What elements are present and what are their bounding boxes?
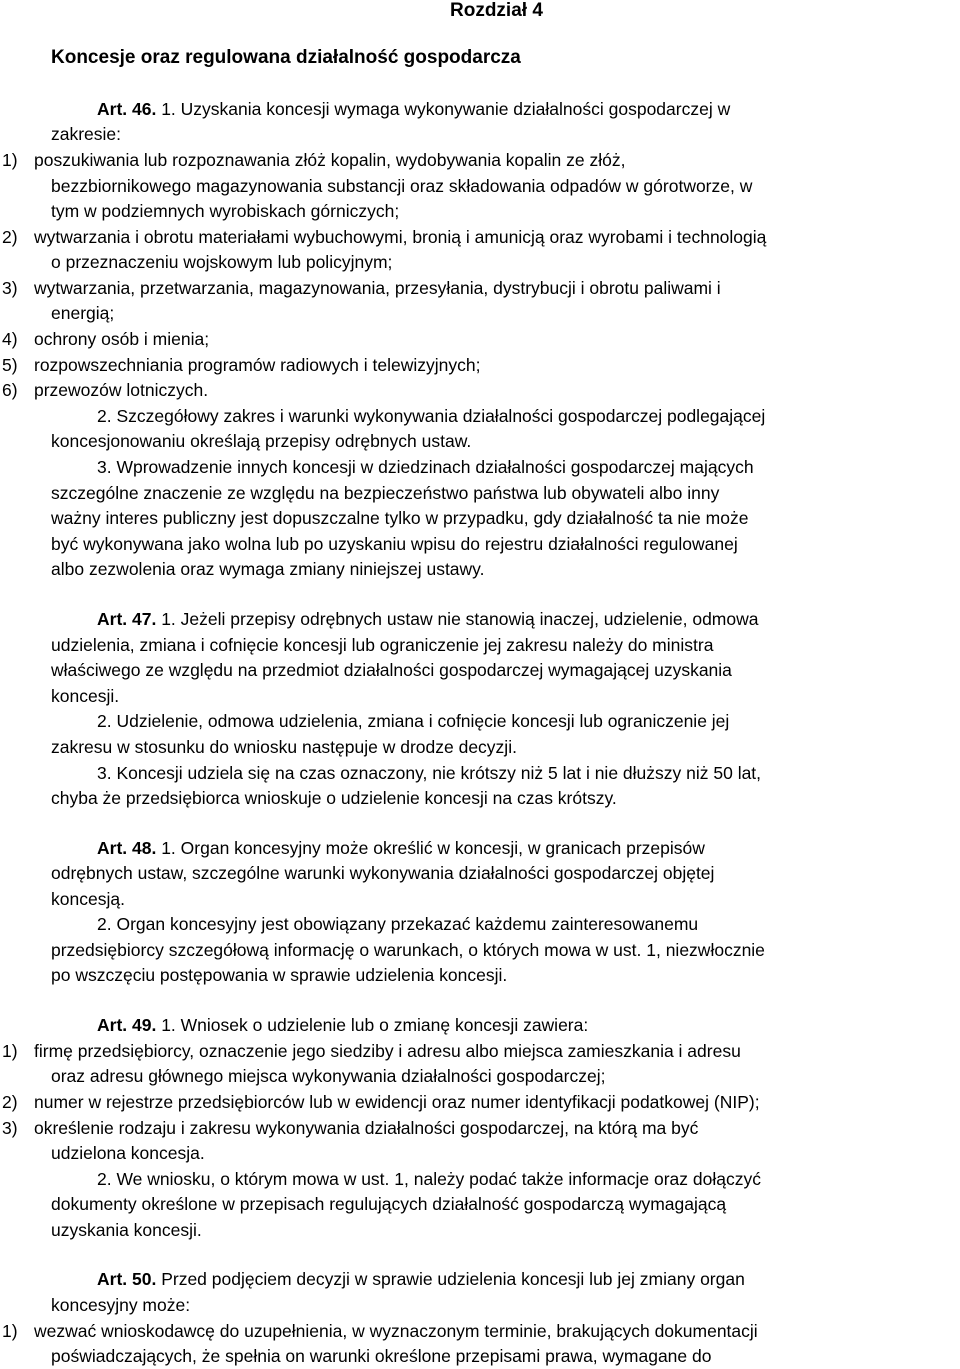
paragraph-text: 1. Jeżeli przepisy odrębnych ustaw nie stanowią inaczej, udzielenie, odmowa [161,609,759,629]
list-item-text: tym w podziemnych wyrobiskach górniczych; [51,201,400,221]
list-item-text: numer w rejestrze przedsiębiorców lub w ewidencji oraz numer identyfikacji podatkowej (NIP); [34,1092,760,1112]
paragraph-text: 3. Koncesji udziela się na czas oznaczony, nie krótszy niż 5 lat i nie dłuższy niż 50 lat, [97,763,762,783]
paragraph-text: zakresie: [51,124,122,144]
paragraph-text: albo zezwolenia oraz wymaga zmiany niniejszej ustawy. [51,559,485,579]
chapter-heading: Rozdział 4 [450,0,543,21]
article-49-first-line [97,1014,588,1036]
list-item-text: energią; [51,303,115,323]
paragraph-text: 1. Uzyskania koncesji wymaga wykonywanie działalności gospodarczej w [161,99,731,119]
paragraph-text: koncesji. [51,686,120,706]
list-item-text: wytwarzania, przetwarzania, magazynowania, przesyłania, dystrybucji i obrotu paliwami i [34,278,721,298]
paragraph-text: dokumenty określone w przepisach regulujących działalność gospodarczą wymagającą [51,1194,727,1214]
paragraph-text: koncesyjny może: [51,1295,191,1315]
paragraph-text: przedsiębiorcy szczegółową informację o warunkach, o których mowa w ust. 1, niezwłocznie [51,940,765,960]
paragraph-text: odrębnych ustaw, szczególne warunki wykonywania działalności gospodarczej objętej [51,863,715,883]
list-item-text: poświadczających, że spełnia on warunki określone przepisami prawa, wymagane do [51,1346,712,1366]
list-number: 5) [2,355,18,375]
paragraph-text: po wszczęciu postępowania w sprawie udzielenia koncesji. [51,965,508,985]
paragraph-text: 3. Wprowadzenie innych koncesji w dziedzinach działalności gospodarczej mających [97,457,754,477]
article-label: Art. 48. [97,838,157,858]
list-item-text: określenie rodzaju i zakresu wykonywania działalności gospodarczej, na którą ma być [34,1118,699,1138]
article-label: Art. 49. [97,1015,157,1035]
paragraph-text: chyba że przedsiębiorca wnioskuje o udzielenie koncesji na czas krótszy. [51,788,617,808]
paragraph-text: 2. We wniosku, o którym mowa w ust. 1, należy podać także informacje oraz dołączyć [97,1169,761,1189]
list-number: 6) [2,380,18,400]
list-item-text: firmę przedsiębiorcy, oznaczenie jego siedziby i adresu albo miejsca zamieszkania i adresu [34,1041,741,1061]
paragraph-text: właściwego ze względu na przedmiot działalności gospodarczej wymagającej uzyskania [51,660,732,680]
list-item-text: oraz adresu głównego miejsca wykonywania działalności gospodarczej; [51,1066,606,1086]
article-50-first-line [97,1268,745,1290]
list-item-text: wytwarzania i obrotu materiałami wybuchowymi, bronią i amunicją oraz wyrobami i technologią [34,227,767,247]
list-item-text: przewozów lotniczych. [34,380,209,400]
article-46-first-line [97,98,730,120]
list-item-text: poszukiwania lub rozpoznawania złóż kopalin, wydobywania kopalin ze złóż, [34,150,626,170]
paragraph-text: 2. Udzielenie, odmowa udzielenia, zmiana i cofnięcie koncesji lub ograniczenie jej [97,711,730,731]
paragraph-text: być wykonywana jako wolna lub po uzyskaniu wpisu do rejestru działalności regulowanej [51,534,738,554]
list-item-text: o przeznaczeniu wojskowym lub policyjnym; [51,252,393,272]
list-item-text: rozpowszechniania programów radiowych i telewizyjnych; [34,355,481,375]
article-47-first-line [97,608,758,630]
paragraph-text: uzyskania koncesji. [51,1220,202,1240]
article-label: Art. 50. [97,1269,157,1289]
list-number: 4) [2,329,18,349]
paragraph-text: koncesjonowaniu określają przepisy odrębnych ustaw. [51,431,472,451]
list-number: 2) [2,227,18,247]
list-item-text: bezzbiornikowego magazynowania substancji oraz składowania odpadów w górotworze, w [51,176,753,196]
list-item-text: ochrony osób i mienia; [34,329,210,349]
list-number: 1) [2,1321,18,1341]
article-label: Art. 47. [97,609,157,629]
paragraph-text: zakresu w stosunku do wniosku następuje w drodze decyzji. [51,737,517,757]
paragraph-text: 2. Szczegółowy zakres i warunki wykonywania działalności gospodarczej podlegającej [97,406,766,426]
list-number: 1) [2,150,18,170]
article-label: Art. 46. [97,99,157,119]
paragraph-text: Przed podjęciem decyzji w sprawie udzielenia koncesji lub jej zmiany organ [161,1269,745,1289]
list-number: 1) [2,1041,18,1061]
list-item-text: wezwać wnioskodawcę do uzupełnienia, w wyznaczonym terminie, brakujących dokumentacji [34,1321,758,1341]
paragraph-text: szczególne znaczenie ze względu na bezpieczeństwo państwa lub obywateli albo inny [51,483,720,503]
article-48-first-line [97,837,705,859]
paragraph-text: 1. Wniosek o udzielenie lub o zmianę koncesji zawiera: [161,1015,589,1035]
chapter-title: Koncesje oraz regulowana działalność gospodarcza [51,47,521,68]
paragraph-text: 1. Organ koncesyjny może określić w koncesji, w granicach przepisów [161,838,705,858]
list-number: 2) [2,1092,18,1112]
paragraph-text: 2. Organ koncesyjny jest obowiązany przekazać każdemu zainteresowanemu [97,914,699,934]
paragraph-text: ważny interes publiczny jest dopuszczalne tylko w przypadku, gdy działalność ta nie może [51,508,749,528]
list-number: 3) [2,1118,18,1138]
paragraph-text: koncesją. [51,889,125,909]
paragraph-text: udzielenia, zmiana i cofnięcie koncesji lub ograniczenie jej zakresu należy do ministra [51,635,714,655]
list-item-text: udzielona koncesja. [51,1143,205,1163]
list-number: 3) [2,278,18,298]
